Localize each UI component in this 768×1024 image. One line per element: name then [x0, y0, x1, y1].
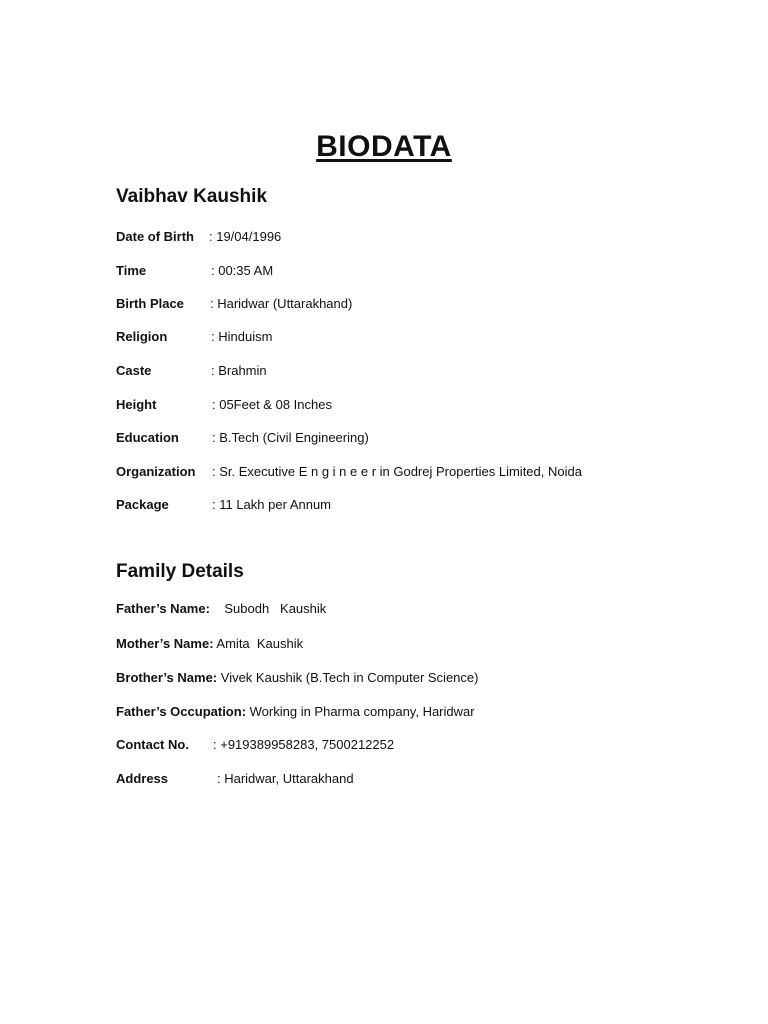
field-label: Address — [116, 771, 169, 786]
field-package — [116, 495, 716, 515]
field-value: : 19/04/1996 — [209, 229, 282, 244]
field-label: Caste — [116, 363, 152, 378]
field-address — [116, 769, 716, 789]
field-brother-name — [116, 668, 716, 688]
field-label: Date of Birth — [116, 229, 194, 244]
field-value: : B.Tech (Civil Engineering) — [212, 430, 369, 445]
field-father-occupation — [116, 702, 716, 722]
field-value: : 05Feet & 08 Inches — [212, 397, 332, 412]
field-value: Working in Pharma company, Haridwar — [246, 704, 475, 719]
field-label: Mother’s Name: — [116, 636, 214, 651]
field-organization — [116, 462, 716, 482]
field-value: : Hinduism — [211, 329, 273, 344]
field-caste — [116, 361, 716, 381]
field-label: Package — [116, 497, 169, 512]
field-label: Contact No. — [116, 737, 189, 752]
field-label: Birth Place — [116, 296, 184, 311]
field-value: : Brahmin — [211, 363, 267, 378]
field-religion — [116, 327, 716, 347]
field-label: Education — [116, 430, 179, 445]
family-details-heading: Family Details — [116, 561, 244, 582]
document-title: BIODATA — [316, 130, 452, 163]
field-value: : +919389958283, 7500212252 — [213, 737, 395, 752]
field-label: Organization — [116, 464, 196, 479]
field-label: Father’s Occupation: — [116, 704, 247, 719]
field-label: Brother’s Name: — [116, 670, 218, 685]
field-value: : 00:35 AM — [211, 263, 274, 278]
field-mother-name — [116, 634, 716, 654]
field-value: Subodh Kaushik — [209, 601, 327, 616]
field-label: Religion — [116, 329, 168, 344]
field-time — [116, 261, 716, 281]
field-value: : Sr. Executive E n g i n e e r in Godrej Properties Limited, Noida — [212, 464, 582, 479]
field-label: Height — [116, 397, 157, 412]
field-value: : Haridwar, Uttarakhand — [217, 771, 354, 786]
field-value: : Haridwar (Uttarakhand) — [210, 296, 353, 311]
field-birth-place — [116, 294, 716, 314]
field-value: Vivek Kaushik (B.Tech in Computer Science) — [217, 670, 479, 685]
field-label: Time — [116, 263, 147, 278]
field-value: : 11 Lakh per Annum — [212, 497, 332, 512]
person-name: Vaibhav Kaushik — [116, 186, 268, 207]
field-value: Amita Kaushik — [213, 636, 304, 651]
field-label: Father’s Name: — [116, 601, 210, 616]
field-father-name — [116, 599, 716, 619]
field-height — [116, 395, 716, 415]
field-education — [116, 428, 716, 448]
field-date-of-birth — [116, 227, 716, 247]
field-contact-no — [116, 735, 716, 755]
